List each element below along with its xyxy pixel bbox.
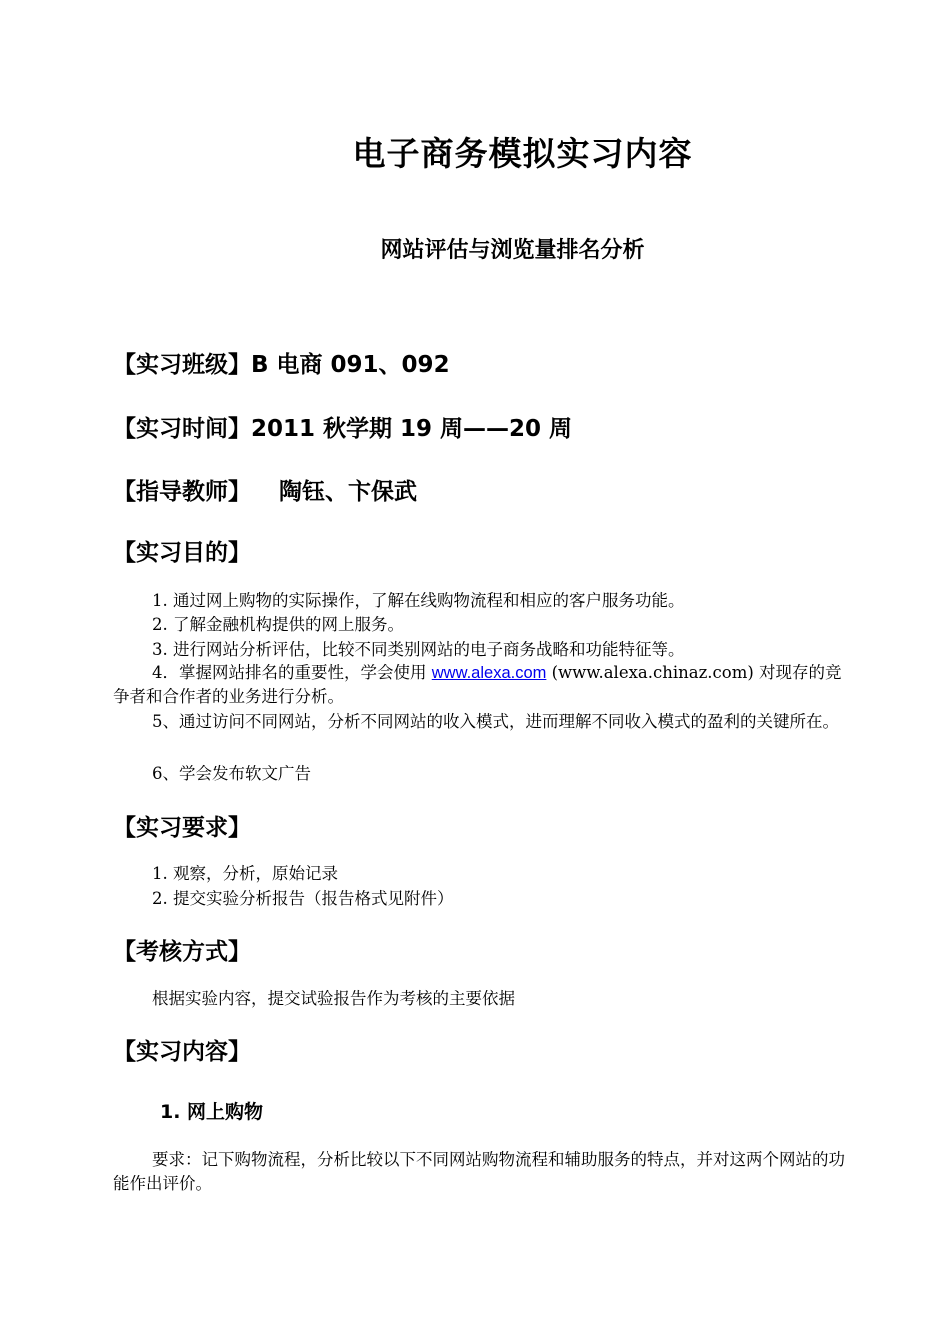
teacher-value: 陶钰、卞保武 xyxy=(279,479,417,505)
objective-item-4-prefix: 4．掌握网站排名的重要性，学会使用 xyxy=(152,663,432,682)
objective-item-6: 6、学会发布软文广告 xyxy=(152,764,311,783)
objective-item-4 xyxy=(113,661,853,709)
time-value: 2011 秋学期 19 周——20 周 xyxy=(251,416,573,442)
assessment-text: 根据实验内容，提交试验报告作为考核的主要依据 xyxy=(152,989,515,1008)
requirements-heading: 【实习要求】 xyxy=(113,815,251,841)
info-teacher xyxy=(113,473,417,506)
objective-item-2: 2. 了解金融机构提供的网上服务。 xyxy=(152,615,404,634)
page-subtitle: 网站评估与浏览量排名分析 xyxy=(380,238,645,263)
objective-item-4-suffix: (www.alexa.chinaz.com) 对现存的竞争者和合作者的业务进行分析。 xyxy=(113,663,842,706)
objective-item-3: 3. 进行网站分析评估，比较不同类别网站的电子商务战略和功能特征等。 xyxy=(152,640,685,659)
section-1-text: 要求：记下购物流程，分析比较以下不同网站购物流程和辅助服务的特点，并对这两个网站的功能作出评价。 xyxy=(113,1150,845,1193)
objective-item-5: 5、通过访问不同网站，分析不同网站的收入模式，进而理解不同收入模式的盈利的关键所在。 xyxy=(152,712,839,731)
requirement-item-1: 1. 观察，分析，原始记录 xyxy=(152,864,338,883)
class-label: 【实习班级】 xyxy=(113,352,251,378)
class-value: B 电商 091、092 xyxy=(251,352,450,378)
teacher-label: 【指导教师】 xyxy=(113,479,251,505)
page-title: 电子商务模拟实习内容 xyxy=(352,134,693,173)
alexa-link[interactable]: www.alexa.com xyxy=(431,664,547,682)
section-1-title: 1. 网上购物 xyxy=(160,1101,264,1123)
objective-item-1: 1. 通过网上购物的实际操作，了解在线购物流程和相应的客户服务功能。 xyxy=(152,591,685,610)
content-heading: 【实习内容】 xyxy=(113,1039,251,1065)
info-time xyxy=(113,410,572,443)
time-label: 【实习时间】 xyxy=(113,416,251,442)
assessment-heading: 【考核方式】 xyxy=(113,939,251,965)
info-class xyxy=(113,346,450,379)
objectives-heading: 【实习目的】 xyxy=(113,540,251,566)
requirement-item-2: 2. 提交实验分析报告（报告格式见附件） xyxy=(152,889,454,908)
